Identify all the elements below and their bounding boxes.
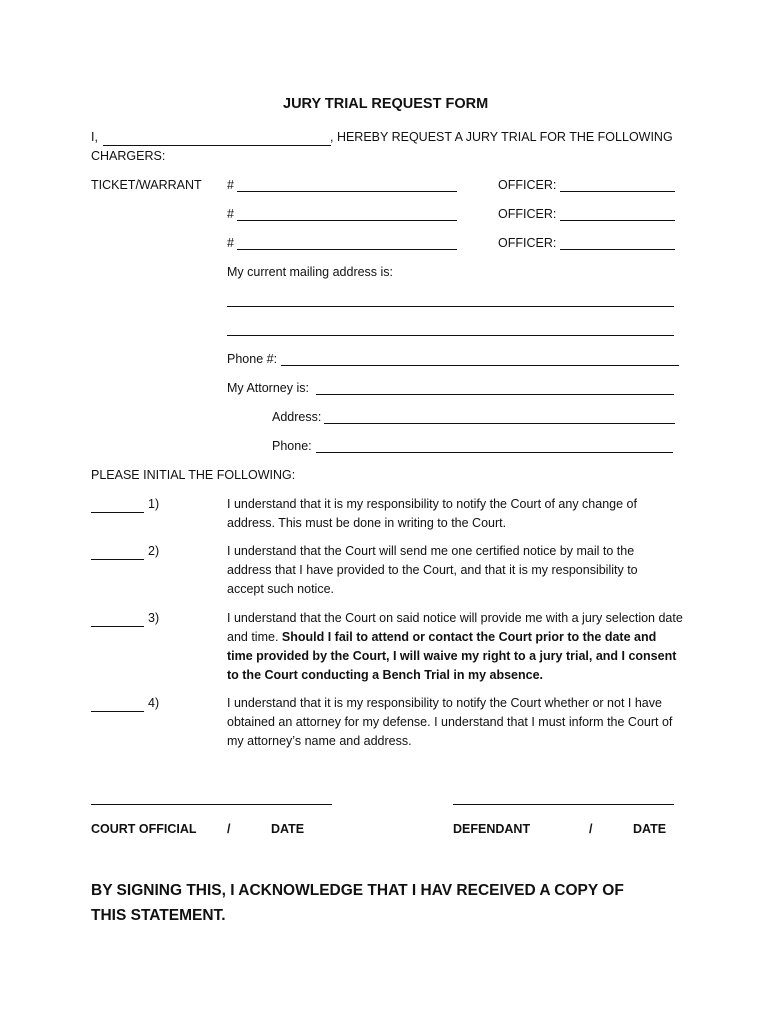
hash-label: # bbox=[227, 207, 234, 221]
attorney-address-label: Address: bbox=[272, 410, 322, 424]
acknowledgement-statement: BY SIGNING THIS, I ACKNOWLEDGE THAT I HAV RECEIVED A COPY OF THIS STATEMENT. bbox=[91, 882, 624, 924]
officer-label: OFFICER: bbox=[498, 178, 557, 192]
initial-field-3[interactable] bbox=[91, 611, 144, 627]
item-text: I understand that it is my responsibility to notify the Court of any change of address. This must be done in writing to the Court. bbox=[227, 497, 637, 530]
phone-label: Phone #: bbox=[227, 352, 278, 366]
intro-prefix: I, bbox=[91, 130, 98, 144]
item-text-bold: Should I fail to attend or contact the Court prior to the date and time provided by the Court, I will waive my right to a jury trial, and I consent to the Court conducting a Bench Trial in my absence. bbox=[227, 630, 677, 682]
requester-name-field[interactable] bbox=[103, 130, 331, 146]
officer-field-1[interactable] bbox=[560, 176, 675, 192]
ticket-number-field-1[interactable] bbox=[237, 176, 457, 192]
item-text bbox=[227, 609, 683, 685]
officer-field-2[interactable] bbox=[560, 205, 675, 221]
date-label: DATE bbox=[633, 822, 667, 836]
ticket-number-field-2[interactable] bbox=[237, 205, 457, 221]
mailing-address-line-1[interactable] bbox=[227, 291, 674, 307]
item-text: I understand that it is my responsibility to notify the Court whether or not I have obtained an attorney for my defense. I understand that I must inform the Court of my attorney’s name and address. bbox=[227, 696, 673, 748]
defendant-label: DEFENDANT bbox=[453, 822, 531, 836]
chargers-label: CHARGERS: bbox=[91, 149, 166, 163]
item-number: 1) bbox=[148, 497, 160, 511]
hash-label: # bbox=[227, 236, 234, 250]
item-number: 2) bbox=[148, 544, 160, 558]
defendant-signature-line[interactable] bbox=[453, 804, 674, 805]
officer-label: OFFICER: bbox=[498, 236, 557, 250]
slash-separator: / bbox=[227, 822, 231, 836]
court-official-label: COURT OFFICIAL bbox=[91, 822, 197, 836]
item-number: 4) bbox=[148, 696, 160, 710]
item-number: 3) bbox=[148, 611, 160, 625]
intro-suffix: , HEREBY REQUEST A JURY TRIAL FOR THE FOLLOWING bbox=[330, 130, 673, 144]
hash-label: # bbox=[227, 178, 234, 192]
phone-field[interactable] bbox=[281, 350, 679, 366]
date-label: DATE bbox=[271, 822, 305, 836]
mailing-address-label: My current mailing address is: bbox=[227, 265, 394, 279]
slash-separator: / bbox=[589, 822, 593, 836]
initial-field-1[interactable] bbox=[91, 497, 144, 513]
attorney-name-field[interactable] bbox=[316, 379, 674, 395]
attorney-label: My Attorney is: bbox=[227, 381, 309, 395]
page-title: JURY TRIAL REQUEST FORM bbox=[283, 96, 489, 112]
ticket-warrant-label: TICKET/WARRANT bbox=[91, 178, 202, 192]
initial-field-2[interactable] bbox=[91, 544, 144, 560]
initial-heading: PLEASE INITIAL THE FOLLOWING: bbox=[91, 468, 296, 482]
attorney-phone-field[interactable] bbox=[316, 437, 673, 453]
attorney-phone-label: Phone: bbox=[272, 439, 312, 453]
officer-field-3[interactable] bbox=[560, 234, 675, 250]
officer-label: OFFICER: bbox=[498, 207, 557, 221]
court-official-signature-line[interactable] bbox=[91, 804, 332, 805]
ticket-number-field-3[interactable] bbox=[237, 234, 457, 250]
attorney-address-field[interactable] bbox=[324, 408, 675, 424]
mailing-address-line-2[interactable] bbox=[227, 320, 674, 336]
item-text: I understand that the Court will send me one certified notice by mail to the address that I have provided to the Court, and that it is my responsibility to accept such notice. bbox=[227, 544, 638, 596]
initial-field-4[interactable] bbox=[91, 696, 144, 712]
item-text-regular: I understand that the Court on said notice will provide me with a jury selection date and time. bbox=[227, 611, 683, 644]
